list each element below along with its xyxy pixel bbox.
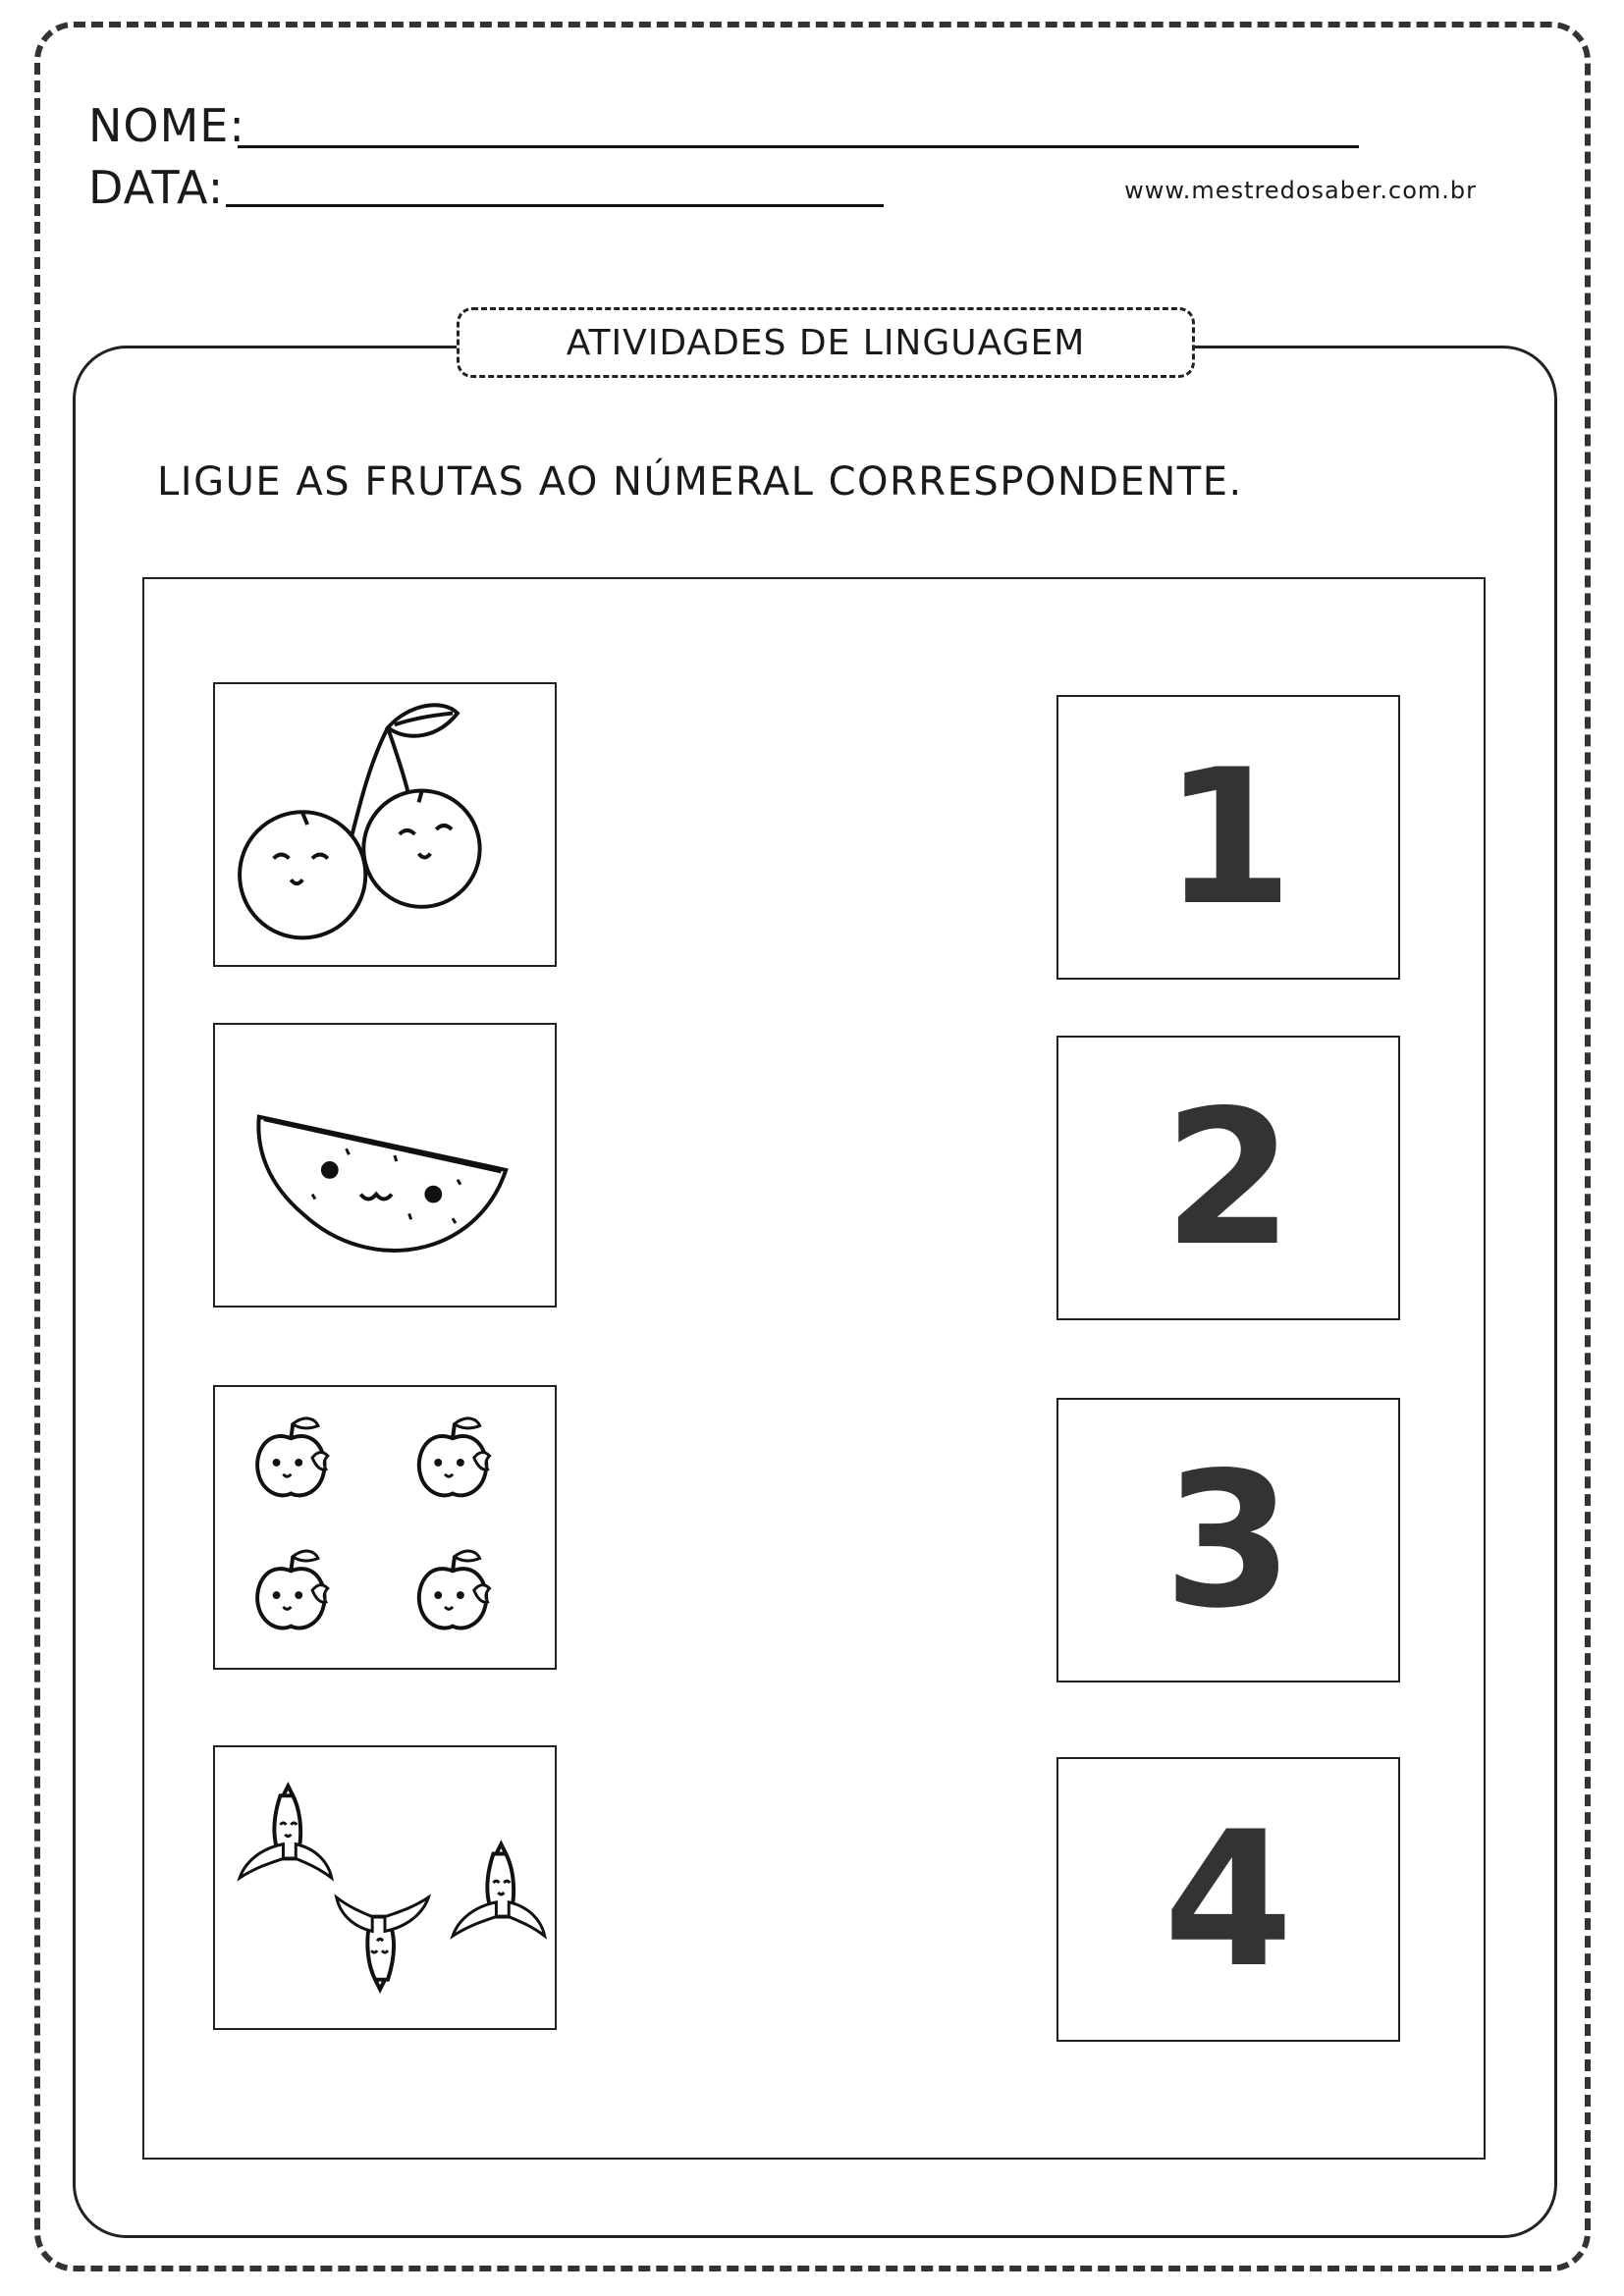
number-box-4[interactable]: 4 <box>1056 1757 1400 2042</box>
fruit-box-cherries[interactable] <box>213 682 557 967</box>
section-title: ATIVIDADES DE LINGUAGEM <box>457 307 1195 378</box>
number-box-2[interactable]: 2 <box>1056 1036 1400 1320</box>
site-url: www.mestredosaber.com.br <box>1124 177 1477 204</box>
date-underline <box>226 204 884 207</box>
apples-icon <box>215 1387 555 1668</box>
fruit-box-bananas[interactable] <box>213 1745 557 2030</box>
cherries-icon <box>215 684 555 965</box>
name-underline <box>238 145 1359 148</box>
number-box-1[interactable]: 1 <box>1056 695 1400 980</box>
date-label: DATA: <box>88 161 225 214</box>
bananas-icon <box>215 1747 555 2028</box>
fruit-box-apples[interactable] <box>213 1385 557 1670</box>
instruction-text: LIGUE AS FRUTAS AO NÚMERAL CORRESPONDENTE. <box>157 459 1243 505</box>
number-box-3[interactable]: 3 <box>1056 1398 1400 1682</box>
fruit-box-watermelon[interactable] <box>213 1023 557 1308</box>
name-label: NOME: <box>88 99 245 152</box>
watermelon-icon <box>215 1025 555 1306</box>
